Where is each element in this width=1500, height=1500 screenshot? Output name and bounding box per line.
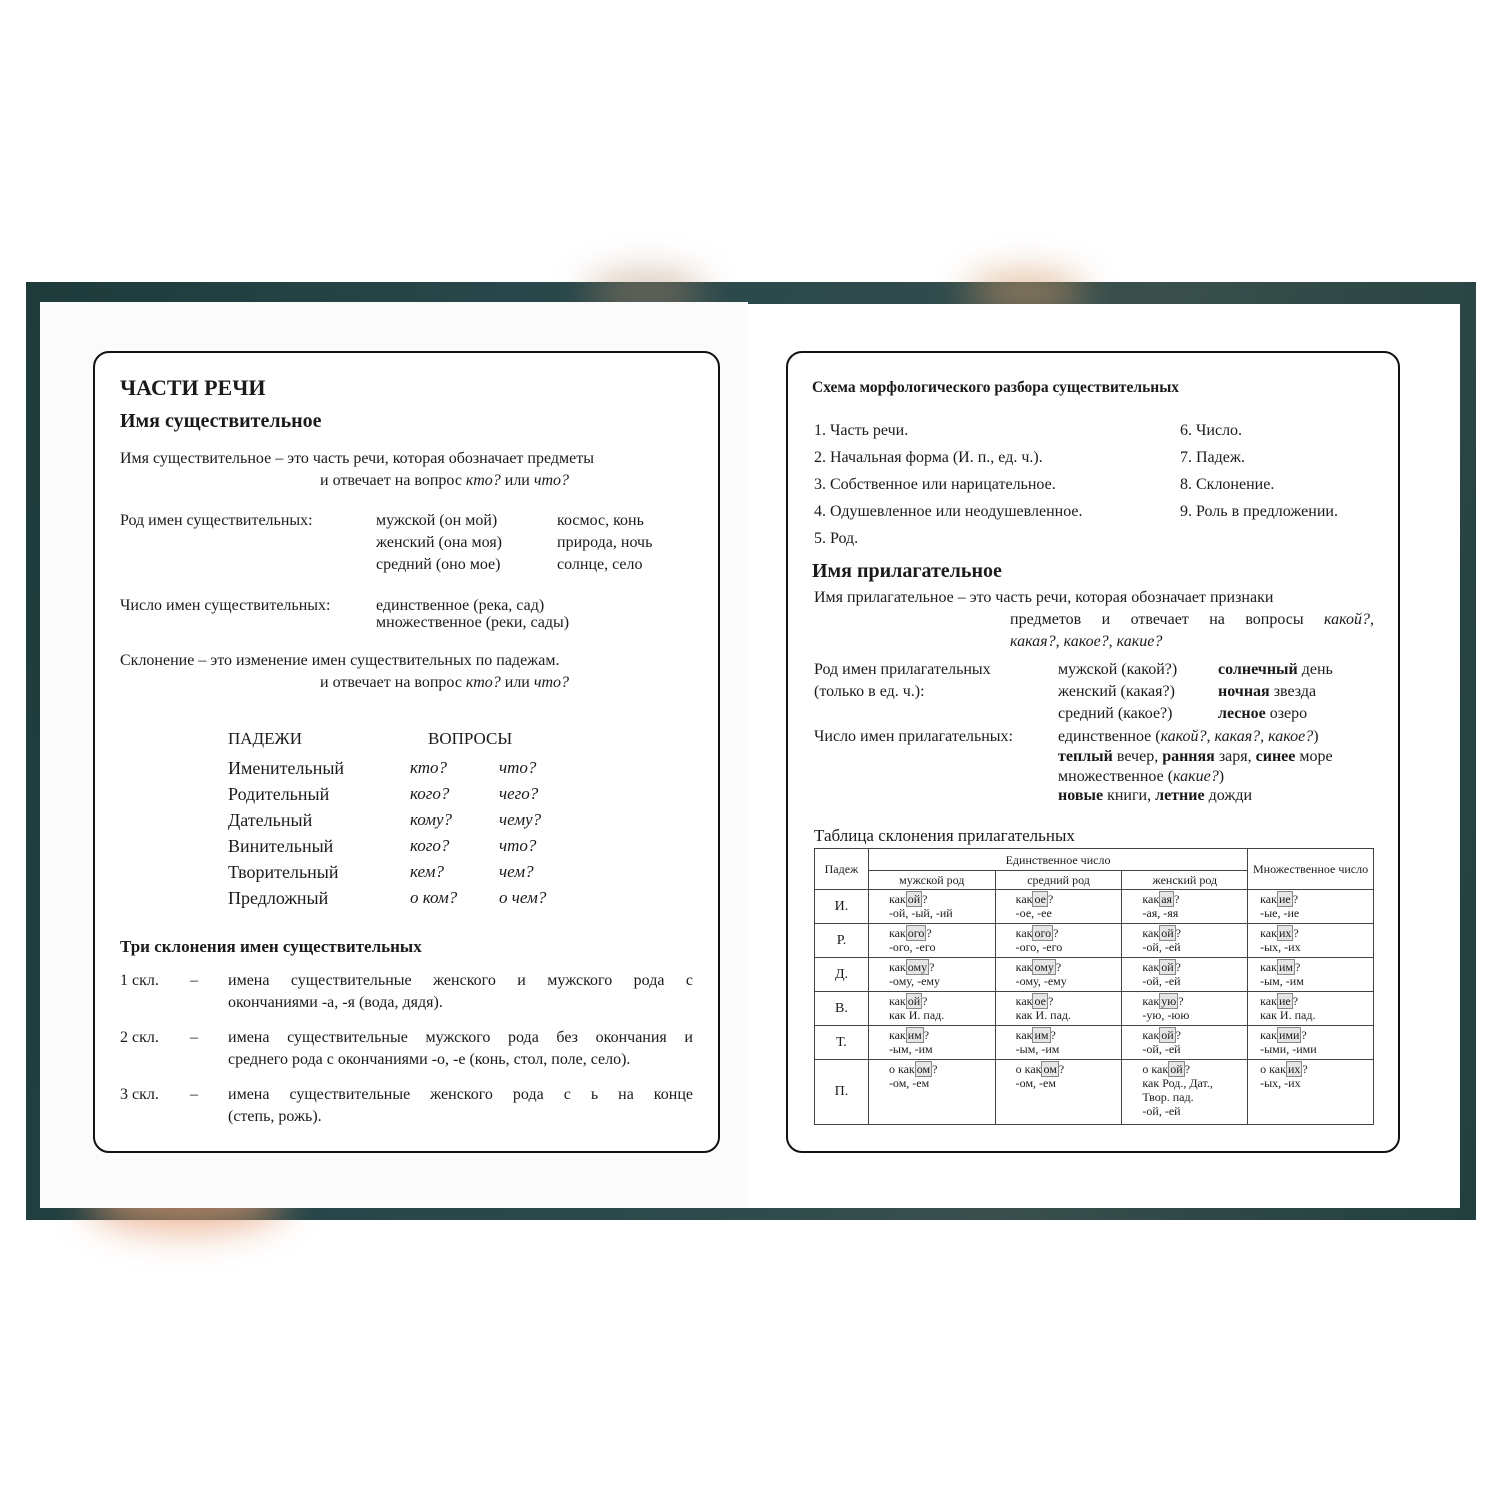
question-word — [1260, 994, 1367, 1008]
question-mark: ? — [1175, 926, 1181, 940]
ending-note: -ого, -его — [1015, 940, 1063, 954]
table-cell — [1122, 992, 1248, 1026]
question-stem: как — [1142, 994, 1160, 1008]
question-word — [1142, 1028, 1241, 1042]
scheme-title: Схема морфологического разбора существительных — [812, 379, 1180, 396]
definition-line — [320, 471, 569, 491]
question-what: что? — [533, 674, 570, 691]
ending-note: -ому, -ему — [888, 974, 941, 988]
adj-gender-example — [1218, 682, 1316, 702]
declension-label: 3 скл. — [120, 1086, 159, 1103]
question-ending: ие — [1278, 994, 1291, 1008]
definition-line: Имя существительное – это часть речи, которая обозначает предметы — [120, 450, 594, 467]
question-mark: ? — [922, 994, 928, 1008]
ending-note: как И. пад. — [1260, 1008, 1316, 1022]
question-mark: ? — [1175, 960, 1181, 974]
adj-plural-examples — [1058, 786, 1252, 806]
question-ending: им — [1278, 960, 1293, 974]
question-stem: как — [1260, 960, 1277, 974]
question-mark: ? — [1050, 1028, 1056, 1042]
question-mark: ? — [1292, 994, 1299, 1008]
cases-header: ПАДЕЖИ — [228, 729, 303, 748]
question-ending: ой — [1170, 1062, 1183, 1076]
question-ending: ой — [907, 892, 921, 906]
number-item: множественное (реки, сады) — [376, 614, 570, 631]
question-mark: ? — [1174, 892, 1180, 906]
definition-text: и отвечает на вопрос — [320, 472, 466, 489]
case-cell: Р. — [815, 924, 869, 958]
declension-text: (степь, рожь). — [228, 1108, 322, 1125]
example-bold-word: летние — [1155, 787, 1205, 804]
declension-definition — [320, 673, 569, 693]
table-cell — [868, 992, 995, 1026]
question-ending: ом — [1043, 1062, 1057, 1076]
table-cell — [1248, 1026, 1374, 1060]
adj-gender-label: (только в ед. ч.): — [814, 683, 925, 700]
example-bold-word: синее — [1255, 748, 1296, 765]
question-word — [889, 926, 989, 940]
declension-text: имена существительные мужского рода без окончания и — [228, 1029, 693, 1046]
header-plural: Множественное число — [1248, 849, 1374, 890]
case-name: Предложный — [228, 888, 329, 908]
question-word — [1260, 1062, 1367, 1076]
question-mark: ? — [1292, 892, 1299, 906]
case-cell: В. — [815, 992, 869, 1026]
case-question-what: что? — [499, 758, 537, 777]
example-bold-word: теплый — [1058, 748, 1113, 765]
ending-note: -ом, -ем — [888, 1076, 930, 1090]
ending-note: -ым, -им — [1260, 974, 1304, 988]
question-word — [889, 994, 989, 1008]
question-mark: ? — [923, 1028, 930, 1042]
example-word: море — [1295, 748, 1333, 765]
table-row — [815, 958, 1374, 992]
scheme-item: 4. Одушевленное или неодушевленное. — [814, 503, 1083, 520]
adj-gender-label: Род имен прилагательных — [814, 661, 991, 678]
adj-gender-item: средний (какое?) — [1058, 705, 1173, 722]
case-name: Родительный — [228, 784, 330, 804]
question-word — [1142, 994, 1241, 1008]
question-word — [1142, 1062, 1241, 1076]
question-ending: ую — [1161, 994, 1177, 1008]
case-question-what: чему? — [499, 810, 542, 829]
ending-note: -ая, -яя — [1142, 906, 1179, 920]
question-mark: ? — [932, 1062, 938, 1076]
table-cell — [1248, 958, 1374, 992]
scheme-item: 7. Падеж. — [1180, 449, 1245, 466]
question-stem: как — [888, 994, 906, 1008]
question-ending: ого — [1034, 926, 1052, 940]
adj-number-plural — [1058, 767, 1224, 787]
three-declensions-title: Три склонения имен существительных — [120, 937, 422, 956]
ending-note: как И. пад. — [888, 1008, 945, 1022]
page-title: ЧАСТИ РЕЧИ — [120, 375, 266, 400]
question-mark: ? — [1055, 960, 1062, 974]
adj-gender-example — [1218, 704, 1307, 724]
question-stem: как — [1142, 892, 1160, 906]
table-cell — [1248, 890, 1374, 924]
question-ending: ое — [1034, 994, 1046, 1008]
question-stem: как — [888, 926, 906, 940]
question-word — [1016, 1028, 1116, 1042]
question-stem: как — [1260, 892, 1277, 906]
header-feminine: женский род — [1122, 871, 1248, 890]
ending-note: -ыми, -ими — [1260, 1042, 1317, 1056]
adj-gender-item: женский (какая?) — [1058, 683, 1175, 700]
question-mark: ? — [1047, 892, 1054, 906]
ending-note: как И. пад. — [1015, 1008, 1071, 1022]
number-item: единственное (река, сад) — [376, 597, 545, 614]
case-question-what: чего? — [499, 784, 539, 803]
table-cell — [1248, 1060, 1374, 1125]
question-mark: ? — [1301, 1028, 1307, 1042]
case-cell: Т. — [815, 1026, 869, 1060]
adj-number-singular — [1058, 727, 1319, 747]
declension-label: 1 скл. — [120, 972, 159, 989]
example-word: озеро — [1265, 705, 1308, 722]
declension-table — [814, 848, 1374, 1125]
adj-number-label: Число имен прилагательных: — [814, 728, 1013, 745]
number-text: ) — [1218, 768, 1225, 785]
table-row — [815, 1060, 1374, 1125]
definition-text: или — [500, 674, 534, 691]
example-bold-word: новые — [1058, 787, 1104, 804]
case-question-who: кого? — [410, 784, 450, 803]
question-stem: как — [888, 1028, 906, 1042]
section-title: Имя существительное — [120, 410, 322, 432]
question-word — [889, 1062, 989, 1076]
case-question-who: о ком? — [410, 888, 458, 907]
question-word — [1016, 994, 1116, 1008]
gender-label: Род имен существительных: — [120, 512, 313, 529]
question-ending: им — [1034, 1028, 1049, 1042]
question-ending: их — [1287, 1062, 1301, 1076]
question-text: какой?, какая?, какое? — [1160, 728, 1314, 745]
question-stem: как — [1260, 994, 1277, 1008]
question-stem: как — [1015, 892, 1033, 906]
case-name: Именительный — [228, 758, 345, 778]
example-bold-word: ранняя — [1162, 748, 1215, 765]
table-cell — [995, 1026, 1122, 1060]
case-cell: И. — [815, 890, 869, 924]
header-neuter: средний род — [995, 871, 1122, 890]
adjective-definition: Имя прилагательное – это часть речи, которая обозначает признаки — [814, 589, 1274, 606]
question-mark: ? — [1053, 926, 1059, 940]
question-mark: ? — [1058, 1062, 1065, 1076]
question-mark: ? — [929, 960, 935, 974]
question-stem: о как — [888, 1062, 915, 1076]
case-question-who: кого? — [410, 836, 450, 855]
gender-item: мужской (он мой) — [376, 512, 498, 529]
question-word — [1016, 892, 1116, 906]
example-word: дожди — [1204, 787, 1253, 804]
question-who: кто? — [465, 472, 501, 489]
question-word — [1260, 1028, 1367, 1042]
adjective-title: Имя прилагательное — [812, 560, 1002, 582]
question-ending: им — [907, 1028, 922, 1042]
case-cell: П. — [815, 1060, 869, 1125]
ending-note: -ой, -ый, -ий — [888, 906, 953, 920]
scheme-item: 9. Роль в предложении. — [1180, 503, 1338, 520]
question-ending: их — [1278, 926, 1292, 940]
question-stem: о как — [1015, 1062, 1042, 1076]
question-stem: как — [888, 892, 906, 906]
question-word — [1260, 892, 1367, 906]
question-word — [1142, 960, 1241, 974]
question-text: какие? — [1173, 768, 1219, 785]
number-text: множественное ( — [1058, 768, 1174, 785]
question-ending: ой — [1161, 960, 1174, 974]
case-name: Творительный — [228, 862, 339, 882]
question-stem: как — [1142, 926, 1160, 940]
question-ending: ое — [1034, 892, 1046, 906]
scheme-item: 5. Род. — [814, 530, 859, 547]
ending-note: -ого, -его — [888, 940, 936, 954]
question-word — [889, 960, 989, 974]
case-question-what: о чем? — [499, 888, 547, 907]
table-cell — [1122, 958, 1248, 992]
example-word: звезда — [1269, 683, 1317, 700]
question-who: кто? — [465, 674, 501, 691]
question-ending: ому — [1034, 960, 1054, 974]
question-stem: как — [1015, 994, 1033, 1008]
case-question-who: кем? — [410, 862, 444, 881]
question-word — [1016, 926, 1116, 940]
ending-note: -ой, -ей — [1142, 940, 1181, 954]
table-cell — [995, 924, 1122, 958]
table-cell — [1248, 992, 1374, 1026]
question-ending: ом — [916, 1062, 931, 1076]
question-stem: как — [1260, 926, 1277, 940]
question-word — [889, 1028, 989, 1042]
question-stem: как — [1142, 1028, 1160, 1042]
ending-note: -ым, -им — [1015, 1042, 1060, 1056]
ending-note: -ой, -ей — [1142, 1104, 1181, 1118]
definition-text: и отвечает на вопрос — [320, 674, 466, 691]
question-word — [1260, 926, 1367, 940]
table-cell — [1122, 1060, 1248, 1125]
table-caption: Таблица склонения прилагательных — [814, 826, 1075, 845]
adjective-definition: какая?, какое?, какие? — [1010, 633, 1163, 650]
question-stem: как — [1015, 960, 1033, 974]
question-stem: как — [1142, 960, 1160, 974]
question-word — [1142, 926, 1241, 940]
adjective-definition — [1010, 610, 1374, 630]
question-ending: ие — [1278, 892, 1291, 906]
number-label: Число имен существительных: — [120, 597, 331, 614]
table-row — [815, 890, 1374, 924]
case-cell: Д. — [815, 958, 869, 992]
question-stem: о как — [1260, 1062, 1286, 1076]
declension-definition: Склонение – это изменение имен существительных по падежам. — [120, 652, 560, 669]
case-question-what: чем? — [499, 862, 534, 881]
scheme-item: 6. Число. — [1180, 422, 1243, 439]
ending-note: -ых, -их — [1260, 940, 1301, 954]
question-mark: ? — [922, 892, 928, 906]
table-cell — [1122, 924, 1248, 958]
table-cell — [868, 1026, 995, 1060]
scheme-item: 8. Склонение. — [1180, 476, 1275, 493]
case-question-who: кому? — [410, 810, 453, 829]
case-question-who: кто? — [410, 758, 448, 777]
example-word: вечер, — [1112, 748, 1163, 765]
question-word — [1016, 960, 1116, 974]
table-row — [815, 992, 1374, 1026]
question-stem: о как — [1142, 1062, 1169, 1076]
table-cell — [868, 1060, 995, 1125]
example-bold-word: солнечный — [1218, 661, 1298, 678]
question-stem: как — [1015, 926, 1033, 940]
declension-text: имена существительные женского рода с ь на конце — [228, 1086, 693, 1103]
table-cell — [1122, 890, 1248, 924]
ending-note: -ые, -ие — [1260, 906, 1300, 920]
header-singular: Единственное число — [868, 849, 1247, 871]
ending-note: как Род., Дат., — [1142, 1076, 1213, 1090]
ending-note: -ое, -ее — [1015, 906, 1052, 920]
question-mark: ? — [926, 926, 932, 940]
adj-gender-example — [1218, 660, 1333, 680]
question-ending: ой — [907, 994, 921, 1008]
ending-note: -ому, -ему — [1015, 974, 1067, 988]
question-mark: ? — [1175, 1028, 1181, 1042]
number-text: ) — [1313, 728, 1319, 745]
question-stem: как — [888, 960, 906, 974]
gender-example: солнце, село — [557, 556, 643, 573]
definition-text: предметов и отвечает на вопросы — [1010, 611, 1325, 628]
gender-example: космос, конь — [557, 512, 644, 529]
ending-note: -ым, -им — [888, 1042, 933, 1056]
question-stem: как — [1260, 1028, 1277, 1042]
scheme-item: 2. Начальная форма (И. п., ед. ч.). — [814, 449, 1043, 466]
ending-note: -ую, -юю — [1142, 1008, 1190, 1022]
ending-note: -ой, -ей — [1142, 1042, 1181, 1056]
question-stem: как — [1015, 1028, 1033, 1042]
question-mark: ? — [1293, 926, 1299, 940]
table-row — [815, 1026, 1374, 1060]
scheme-item: 1. Часть речи. — [814, 422, 909, 439]
question-ending: ой — [1161, 926, 1174, 940]
header-masculine: мужской род — [868, 871, 995, 890]
case-name: Дательный — [228, 810, 313, 830]
questions-header: ВОПРОСЫ — [428, 729, 513, 748]
example-word: книги, — [1103, 787, 1156, 804]
question-ending: ими — [1278, 1028, 1300, 1042]
adj-gender-item: мужской (какой?) — [1058, 661, 1178, 678]
example-bold-word: ночная — [1218, 683, 1270, 700]
question-what: что? — [533, 472, 570, 489]
declension-text: окончаниями -а, -я (вода, дядя). — [228, 994, 443, 1011]
number-text: единственное ( — [1058, 728, 1161, 745]
ending-note: -ых, -их — [1260, 1076, 1301, 1090]
gender-example: природа, ночь — [557, 534, 653, 551]
declension-dash: – — [190, 1086, 198, 1103]
table-row — [815, 924, 1374, 958]
table-cell — [1248, 924, 1374, 958]
case-question-what: что? — [499, 836, 537, 855]
question-word — [889, 892, 989, 906]
gender-item: средний (оно мое) — [376, 556, 501, 573]
question-mark: ? — [1302, 1062, 1308, 1076]
question-text: какой?, — [1324, 611, 1374, 628]
declension-text: имена существительные женского и мужского рода с — [228, 972, 693, 989]
question-mark: ? — [1184, 1062, 1190, 1076]
example-word: день — [1297, 661, 1333, 678]
header-case: Падеж — [815, 849, 869, 890]
adj-singular-examples — [1058, 747, 1333, 767]
ending-note: -ой, -ей — [1142, 974, 1181, 988]
gender-item: женский (она моя) — [376, 534, 503, 551]
ending-note: -ом, -ем — [1015, 1076, 1056, 1090]
case-name: Винительный — [228, 836, 334, 856]
table-cell — [995, 958, 1122, 992]
question-ending: ому — [907, 960, 928, 974]
question-word — [1260, 960, 1367, 974]
ending-note: Твор. пад. — [1142, 1090, 1194, 1104]
question-mark: ? — [1178, 994, 1184, 1008]
question-ending: ая — [1161, 892, 1173, 906]
table-cell — [995, 992, 1122, 1026]
declension-dash: – — [190, 1029, 198, 1046]
declension-dash: – — [190, 972, 198, 989]
question-ending: ого — [907, 926, 925, 940]
example-word: заря, — [1214, 748, 1256, 765]
declension-text: среднего рода с окончаниями -о, -е (конь, стол, поле, село). — [228, 1051, 631, 1068]
question-mark: ? — [1047, 994, 1054, 1008]
question-ending: ой — [1161, 1028, 1174, 1042]
question-mark: ? — [1294, 960, 1301, 974]
table-cell — [868, 958, 995, 992]
question-word — [1142, 892, 1241, 906]
question-word — [1016, 1062, 1116, 1076]
scheme-item: 3. Собственное или нарицательное. — [814, 476, 1056, 493]
table-cell — [868, 890, 995, 924]
table-cell — [868, 924, 995, 958]
table-cell — [995, 1060, 1122, 1125]
table-cell — [1122, 1026, 1248, 1060]
table-cell — [995, 890, 1122, 924]
definition-text: или — [500, 472, 534, 489]
declension-label: 2 скл. — [120, 1029, 159, 1046]
example-bold-word: лесное — [1218, 705, 1266, 722]
